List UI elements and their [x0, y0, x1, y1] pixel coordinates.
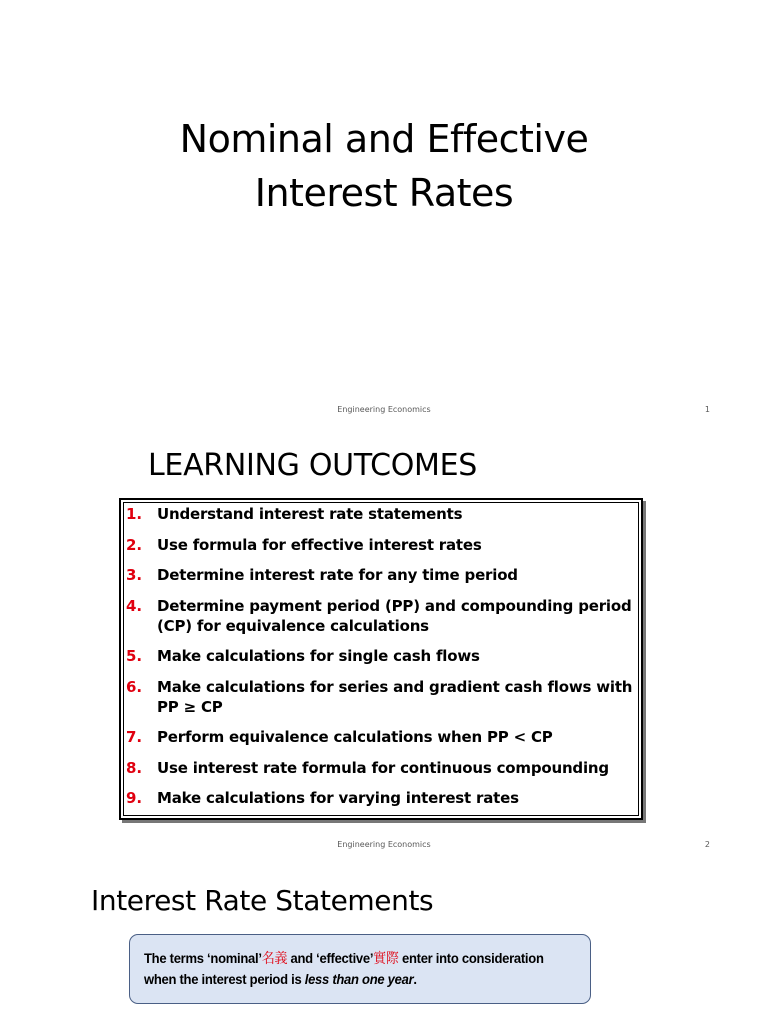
outcome-text: Make calculations for single cash flows — [157, 647, 480, 665]
outcome-number: 6. — [126, 677, 143, 696]
definition-callout-box — [129, 934, 591, 1004]
text-part-4: . — [413, 971, 417, 987]
slide-2 — [0, 432, 768, 864]
outcome-text: Perform equivalence calculations when PP < CP — [157, 728, 553, 746]
slide-title — [0, 112, 768, 220]
outcome-text: Determine payment period (PP) and compounding period (CP) for equivalence calculations — [157, 596, 632, 635]
slide-1 — [0, 0, 768, 432]
outcome-text: Determine interest rate for any time period — [157, 566, 518, 584]
outcome-number: 8. — [126, 758, 143, 777]
outcome-item — [126, 535, 634, 555]
outcome-item — [126, 596, 634, 636]
outcome-text: Use interest rate formula for continuous compounding — [157, 758, 609, 777]
outcome-item — [126, 758, 634, 778]
page-number: 1 — [704, 405, 710, 414]
title-line-1: Nominal and Effective — [179, 117, 589, 161]
footer-text: Engineering Economics — [337, 840, 431, 849]
definition-text — [144, 948, 553, 990]
outcome-item — [126, 646, 634, 666]
title-line-2: Interest Rates — [254, 171, 514, 215]
text-part-2: and ‘effective’ — [287, 950, 374, 966]
outcome-number: 7. — [126, 728, 143, 746]
outcome-text: Use formula for effective interest rates — [157, 535, 482, 554]
text-part-3: enter into consideration when the interest period is — [144, 950, 544, 987]
outcomes-box — [119, 498, 643, 820]
outcome-item — [126, 788, 634, 808]
cjk-term-effective: 實際 — [373, 950, 399, 966]
outcome-number: 9. — [126, 789, 143, 807]
outcomes-list — [126, 504, 634, 819]
outcome-number: 3. — [126, 566, 143, 584]
outcome-number: 1. — [126, 505, 143, 523]
outcome-text: Make calculations for series and gradient cash flows with PP ≥ CP — [157, 677, 633, 716]
outcome-number: 2. — [126, 535, 143, 554]
interest-rate-statements-title: Interest Rate Statements — [91, 884, 434, 917]
outcome-number: 5. — [126, 647, 143, 665]
outcome-item — [126, 677, 634, 717]
outcome-item — [126, 504, 634, 524]
outcome-item — [126, 727, 634, 747]
page-number: 2 — [704, 840, 710, 849]
outcome-text: Understand interest rate statements — [157, 505, 463, 523]
text-part-1: The terms ‘nominal’ — [144, 950, 262, 966]
learning-outcomes-title: LEARNING OUTCOMES — [148, 448, 478, 483]
slide-3 — [0, 864, 768, 1024]
outcome-text: Make calculations for varying interest rates — [157, 789, 519, 807]
outcome-item — [126, 565, 634, 585]
outcome-number: 4. — [126, 596, 143, 615]
emphasis-text: less than one year — [304, 971, 414, 987]
cjk-term-nominal: 名義 — [261, 950, 288, 966]
footer-text: Engineering Economics — [337, 405, 431, 414]
